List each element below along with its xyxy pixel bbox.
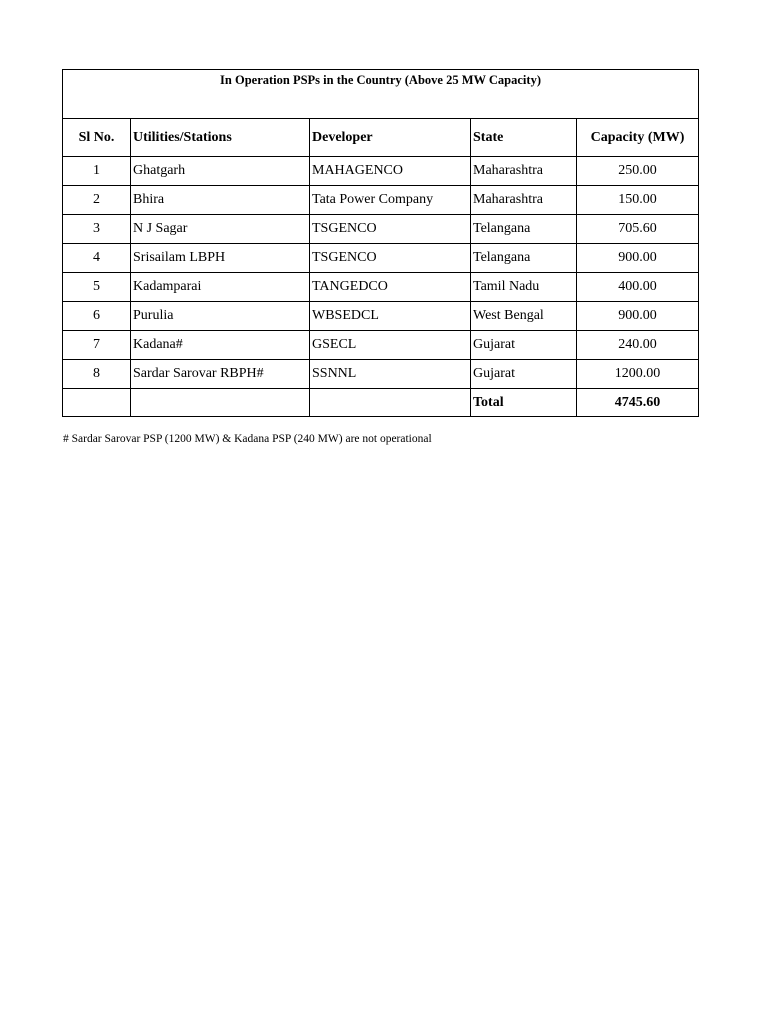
cell-station: Bhira bbox=[131, 186, 310, 215]
cell-developer: TSGENCO bbox=[310, 215, 471, 244]
header-sl-no: Sl No. bbox=[63, 119, 131, 157]
cell-state: Gujarat bbox=[471, 331, 577, 360]
cell-developer: GSECL bbox=[310, 331, 471, 360]
footnote: # Sardar Sarovar PSP (1200 MW) & Kadana PSP (240 MW) are not operational bbox=[63, 433, 432, 445]
table-row bbox=[63, 157, 699, 186]
cell-station: N J Sagar bbox=[131, 215, 310, 244]
header-developer: Developer bbox=[310, 119, 471, 157]
cell-sl-no: 7 bbox=[63, 331, 131, 360]
cell-sl-no: 5 bbox=[63, 273, 131, 302]
cell-state: West Bengal bbox=[471, 302, 577, 331]
table-title: In Operation PSPs in the Country (Above 25 MW Capacity) bbox=[63, 70, 699, 119]
cell-sl-no: 8 bbox=[63, 360, 131, 389]
cell-state: Gujarat bbox=[471, 360, 577, 389]
cell-capacity: 1200.00 bbox=[577, 360, 699, 389]
table-title-row bbox=[63, 70, 699, 119]
header-state: State bbox=[471, 119, 577, 157]
cell-sl-no: 3 bbox=[63, 215, 131, 244]
cell-capacity: 150.00 bbox=[577, 186, 699, 215]
table-row bbox=[63, 360, 699, 389]
cell-state: Telangana bbox=[471, 244, 577, 273]
psp-table bbox=[62, 69, 699, 417]
table-row bbox=[63, 186, 699, 215]
total-empty-cell bbox=[310, 389, 471, 417]
total-empty-cell bbox=[131, 389, 310, 417]
cell-state: Telangana bbox=[471, 215, 577, 244]
cell-station: Kadana# bbox=[131, 331, 310, 360]
header-capacity: Capacity (MW) bbox=[577, 119, 699, 157]
cell-developer: TSGENCO bbox=[310, 244, 471, 273]
cell-developer: TANGEDCO bbox=[310, 273, 471, 302]
cell-station: Srisailam LBPH bbox=[131, 244, 310, 273]
cell-capacity: 705.60 bbox=[577, 215, 699, 244]
table-row bbox=[63, 273, 699, 302]
cell-station: Sardar Sarovar RBPH# bbox=[131, 360, 310, 389]
cell-capacity: 250.00 bbox=[577, 157, 699, 186]
cell-capacity: 900.00 bbox=[577, 244, 699, 273]
table-header-row bbox=[63, 119, 699, 157]
cell-sl-no: 1 bbox=[63, 157, 131, 186]
table-total-row bbox=[63, 389, 699, 417]
cell-state: Maharashtra bbox=[471, 186, 577, 215]
header-station: Utilities/Stations bbox=[131, 119, 310, 157]
cell-capacity: 240.00 bbox=[577, 331, 699, 360]
cell-developer: WBSEDCL bbox=[310, 302, 471, 331]
cell-sl-no: 6 bbox=[63, 302, 131, 331]
cell-developer: Tata Power Company bbox=[310, 186, 471, 215]
cell-station: Kadamparai bbox=[131, 273, 310, 302]
total-value: 4745.60 bbox=[577, 389, 699, 417]
cell-station: Ghatgarh bbox=[131, 157, 310, 186]
cell-sl-no: 4 bbox=[63, 244, 131, 273]
psp-table-body bbox=[63, 70, 699, 417]
cell-station: Purulia bbox=[131, 302, 310, 331]
cell-state: Tamil Nadu bbox=[471, 273, 577, 302]
table-row bbox=[63, 215, 699, 244]
cell-state: Maharashtra bbox=[471, 157, 577, 186]
table-row bbox=[63, 244, 699, 273]
cell-capacity: 400.00 bbox=[577, 273, 699, 302]
table-row bbox=[63, 302, 699, 331]
cell-sl-no: 2 bbox=[63, 186, 131, 215]
total-empty-cell bbox=[63, 389, 131, 417]
cell-developer: MAHAGENCO bbox=[310, 157, 471, 186]
cell-capacity: 900.00 bbox=[577, 302, 699, 331]
table-row bbox=[63, 331, 699, 360]
total-label: Total bbox=[471, 389, 577, 417]
cell-developer: SSNNL bbox=[310, 360, 471, 389]
